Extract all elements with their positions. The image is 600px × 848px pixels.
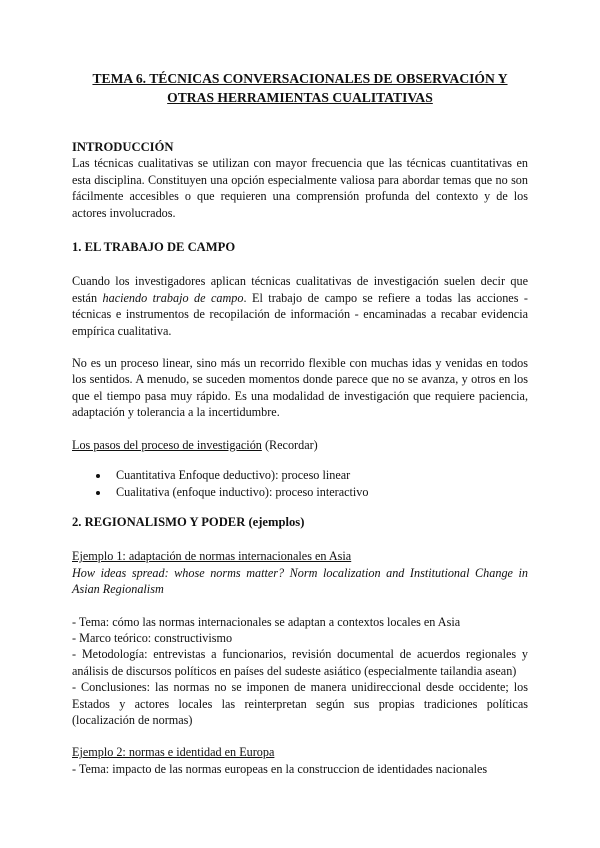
example1-label: Ejemplo 1: adaptación de normas internacionales en Asia (72, 549, 352, 564)
example2-line: - Tema: impacto de las normas europeas en la construccion de identidades nacionales (72, 761, 488, 776)
example1-line: - Metodología: entrevistas a funcionarios, revisión documental de acuerdos regionales y análisis de discursos políticos en países del sudeste asiático (especialmente tailandia asean) (72, 647, 528, 678)
list-item: • Cuantitativa Enfoque deductivo): proceso linear (110, 467, 528, 483)
section1-paragraph-2: No es un proceso linear, sino más un recorrido flexible con muchas idas y venidas en todos los sentidos. A menudo, se suceden momentos donde parece que no se avanza, y otros en los que el tiempo pasa muy rápido. Es una modalidad de investigación que requiere paciencia, adaptación y tolerancia a la incertidumbre. (72, 356, 528, 420)
steps-line (72, 437, 528, 453)
list-item: • Cualitativa (enfoque inductivo): proceso interactivo (110, 484, 528, 500)
example1-line: - Marco teórico: constructivismo (72, 630, 233, 645)
section1-p1-italic: haciendo trabajo de campo (102, 290, 244, 305)
example1-title: How ideas spread: whose norms matter? Norm localization and Institutional Change in Asian Regionalism (72, 565, 528, 597)
example1-line: - Tema: cómo las normas internacionales se adaptan a contextos locales en Asia (72, 614, 461, 629)
title-line-2: OTRAS HERRAMIENTAS CUALITATIVAS (167, 89, 433, 105)
example1-label-line (72, 548, 528, 564)
section1-p1-after: . El trabajo de campo se refiere a todas las acciones - técnicas e instrumentos de recopilación de información - encaminadas a recabar evidencia empírica cualitativa. (72, 290, 528, 338)
example2-label-line (72, 744, 528, 760)
example2-label: Ejemplo 2: normas e identidad en Europa (72, 745, 275, 760)
section1-heading: 1. EL TRABAJO DE CAMPO (72, 240, 236, 255)
intro-heading: INTRODUCCIÓN (72, 140, 174, 154)
section1-p1-before: Cuando los investigadores aplican técnicas cualitativas de investigación suelen decir que están (72, 274, 528, 305)
steps-list (72, 467, 528, 500)
section1-paragraph-1 (72, 273, 528, 339)
example1-line: - Conclusiones: las normas no se imponen de manera unidireccional desde occidente; los Estados y actores locales las reinterpretan según sus propias tradiciones políticas (localización de normas) (72, 680, 528, 727)
steps-label: Los pasos del proceso de investigación (72, 437, 262, 452)
title-line-1: TEMA 6. TÉCNICAS CONVERSACIONALES DE OBSERVACIÓN Y (92, 71, 508, 86)
intro-paragraph: Las técnicas cualitativas se utilizan con mayor frecuencia que las técnicas cuantitativas en esta disciplina. Constituyen una opción especialmente valiosa para abordar temas que no son fácilmente accesibles o que requieren una comprensión profunda del contexto y de los actores involucrados. (72, 156, 528, 220)
section2-heading: 2. REGIONALISMO Y PODER (ejemplos) (72, 514, 305, 529)
steps-note: (Recordar) (261, 437, 318, 452)
document-title (72, 70, 528, 107)
